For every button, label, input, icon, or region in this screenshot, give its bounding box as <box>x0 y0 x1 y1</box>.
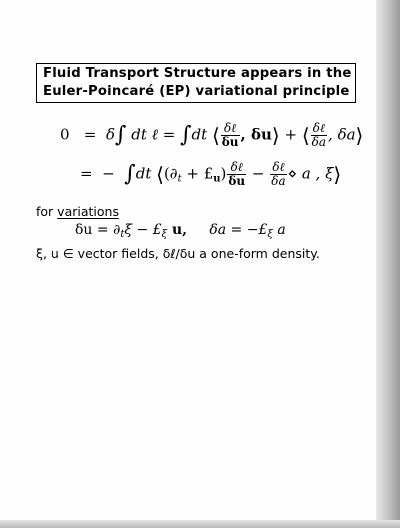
da-sub: ξ <box>267 229 273 240</box>
title-line-2: Euler-Poincaré (EP) variational principle <box>43 84 350 99</box>
da-eq: δa = −£ <box>209 222 268 238</box>
operator-open: (∂ <box>163 164 178 183</box>
fraction-dl-da: $\frac{\text{δℓ}}{\delta a}$ <box>271 160 286 188</box>
eq-equals: = <box>83 125 97 144</box>
ep-equation-line-1 <box>60 122 363 149</box>
eq-dt: dt <box>131 125 147 144</box>
right-angle-bracket: ⟩ <box>333 162 342 187</box>
xi-symbol: ξ <box>325 164 334 183</box>
da-end: a <box>272 222 286 238</box>
operator-sub-u: u <box>213 173 221 185</box>
pair-rest: , δu <box>240 125 272 144</box>
du-sub-xi: ξ <box>161 229 168 240</box>
eq-equals-2: = <box>162 125 176 144</box>
right-angle-bracket: ⟩ <box>355 123 364 148</box>
eq-lhs: 0 <box>60 125 70 144</box>
eq-minus: − <box>102 164 115 183</box>
eq-dt: dt <box>191 125 208 144</box>
fraction-dl-du: $\frac{\text{δℓ}}{\delta u}$ <box>228 160 246 188</box>
operator-lie: + £ <box>181 164 214 183</box>
scan-edge-bottom <box>0 520 400 528</box>
du-end: u, <box>167 222 188 238</box>
eq-dt: dt <box>135 164 152 183</box>
for-word: for <box>36 204 54 219</box>
right-angle-bracket: ⟩ <box>271 123 280 148</box>
integral-sign: ∫ <box>115 122 127 148</box>
vector-fields-note: ξ, u ∈ vector fields, δℓ/δu a one-form density. <box>36 246 320 261</box>
integral-sign: ∫ <box>124 161 136 187</box>
left-angle-bracket: ⟨ <box>301 123 310 148</box>
for-variations-text <box>36 204 119 219</box>
title-line-1: Fluid Transport Structure appears in the <box>43 66 352 81</box>
integral-sign: ∫ <box>180 122 192 148</box>
variations-equation <box>75 222 286 240</box>
operator-close: ) <box>220 164 227 183</box>
du-eq: δu = ∂ <box>75 222 121 238</box>
left-angle-bracket: ⟨ <box>156 162 164 187</box>
eq-ell: ℓ <box>151 125 158 144</box>
scan-edge-right <box>376 0 400 528</box>
fraction-dl-du: $\frac{\text{δℓ}}{\delta u}$ <box>221 121 239 149</box>
operator-sub: t <box>177 173 182 185</box>
eq-delta: δ <box>105 125 116 144</box>
du-rest: ξ − £ <box>124 222 162 238</box>
diamond-term: ⋄ a , <box>287 164 321 183</box>
title-box <box>36 63 356 103</box>
left-angle-bracket: ⟨ <box>211 123 220 148</box>
pair-rest: , δa <box>328 125 356 144</box>
eq-minus-2: − <box>251 164 265 183</box>
fraction-dl-da: $\frac{\text{δℓ}}{\delta a}$ <box>311 121 327 149</box>
eq-equals: = <box>80 164 93 183</box>
du-sub: t <box>120 229 125 240</box>
eq-plus: + <box>284 125 298 144</box>
variations-word: variations <box>57 204 119 219</box>
ep-equation-line-2 <box>80 161 341 188</box>
